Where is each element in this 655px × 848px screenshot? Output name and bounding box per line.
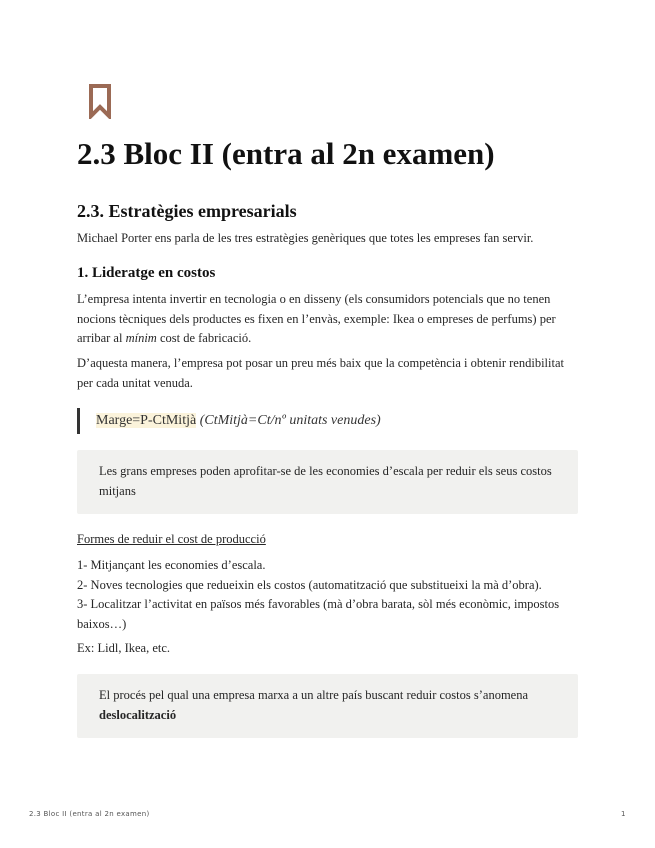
list-item: 2- Noves tecnologies que redueixin els costos (automatització que substitueixi la mà d’obra). — [77, 577, 542, 592]
subsection-heading: 1. Lideratge en costos — [77, 265, 216, 281]
paragraph-text-end: cost de fabricació. — [156, 331, 252, 345]
callout-offshoring — [77, 674, 578, 738]
section-intro: Michael Porter ens parla de les tres estratègies genèriques que totes les empreses fan servir. — [77, 231, 534, 245]
bookmark-icon — [88, 83, 112, 119]
callout-text: Les grans empreses poden aprofitar-se de les economies d’escala per reduir els seus costos mitjans — [99, 464, 552, 498]
list-title: Formes de reduir el cost de producció — [77, 532, 266, 546]
formula: Marge=P-CtMitjà — [96, 413, 197, 428]
callout-economies-of-scale — [77, 450, 578, 514]
paragraph-italic: mínim — [125, 331, 157, 345]
callout-bold-term: deslocalització — [99, 707, 177, 722]
formula-note: (CtMitjà=Ct/nº unitats venudes) — [199, 413, 381, 428]
paragraph-text: L’empresa intenta invertir en tecnologia o en disseny (els consumidors potencials que no tenen nocions tècniques dels productes es fixen en l’envàs, exemple: Ikea o empreses de perfums) per arribar al — [77, 292, 556, 345]
paragraph-cost-leadership — [77, 290, 578, 349]
formula-quote — [77, 408, 557, 434]
list-item: 3- Localitzar l’activitat en països més favorables (mà d’obra barata, sòl més econòmic, impostos baixos…) — [77, 597, 560, 631]
callout-text — [99, 686, 556, 725]
list-item: 1- Mitjançant les economies d’escala. — [77, 558, 266, 572]
example-text: Ex: Lidl, Ikea, etc. — [77, 641, 171, 655]
section-heading: 2.3. Estratègies empresarials — [77, 201, 297, 221]
page-title: 2.3 Bloc II (entra al 2n examen) — [77, 136, 495, 171]
callout-text-main: El procés pel qual una empresa marxa a un altre país buscant reduir costos s’anomena — [99, 688, 529, 702]
footer-title: 2.3 Bloc II (entra al 2n examen) — [29, 810, 150, 818]
cost-reduction-list — [77, 556, 578, 634]
paragraph-pricing: D’aquesta manera, l’empresa pot posar un preu més baix que la competència i obtenir rendibilitat per cada unitat venuda. — [77, 356, 564, 390]
page-number: 1 — [621, 810, 626, 818]
